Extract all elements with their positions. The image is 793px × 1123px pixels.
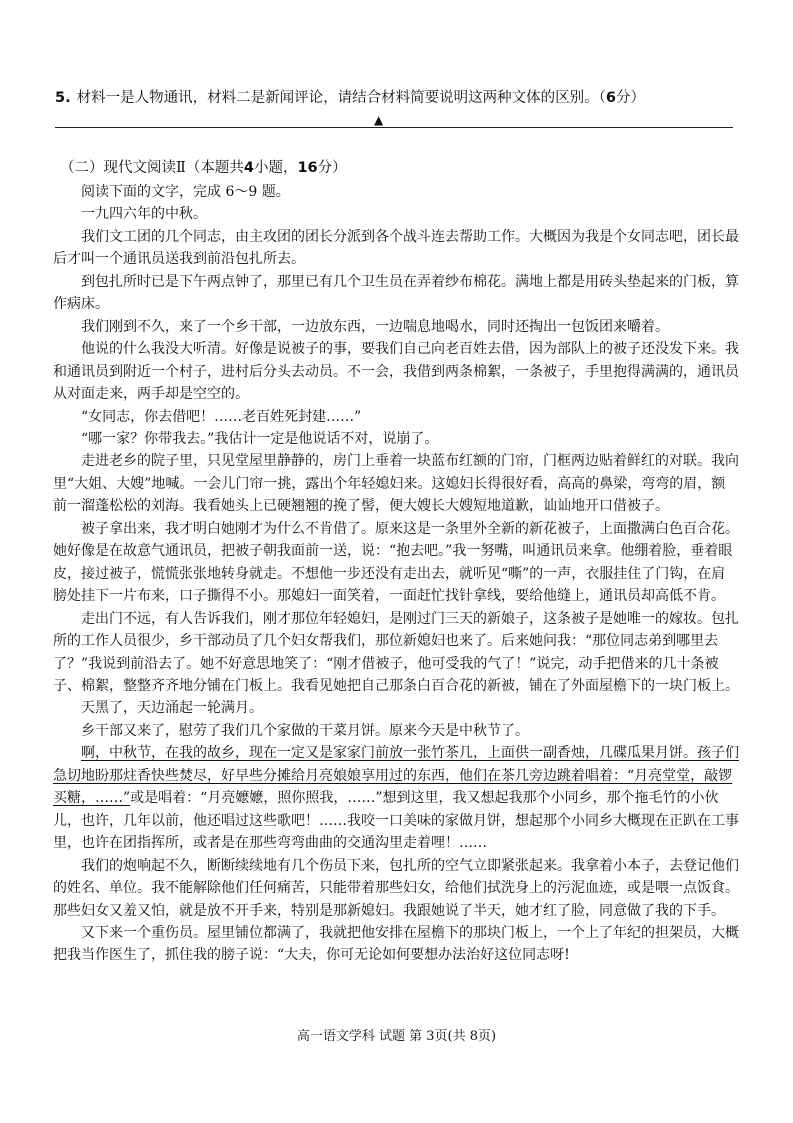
paragraph: 我们文工团的几个同志，由主攻团的团长分派到各个战斗连去帮助工作。大概因为我是个女同志吧，团长最后才叫一个通讯员送我到前沿包扎所去。 — [53, 228, 739, 268]
question-text: 材料一是人物通讯，材料二是新闻评论，请结合材料简要说明这两种文体的区别。（ — [76, 90, 606, 106]
question-number: 5. — [55, 90, 71, 106]
paragraph: 走出门不远，有人告诉我们，刚才那位年轻媳妇，是刚过门三天的新娘子，这条被子是她唯一的嫁妆。包扎所的工作人员很少，乡干部动员了几个妇女帮我们，那位新媳妇也来了。后来她问我：“那位同志弟到哪里去了？”我说到前沿去了。她不好意思地笑了：“刚才借被子，他可受我的气了！”说完，动手把借来的几十条被子、棉絮，整整齐齐地分铺在门板上。我看见她把自己那条白百合花的新被，铺在了外面屋檐下的一块门板上。 — [53, 610, 739, 694]
paragraph: 走进老乡的院子里，只见堂屋里静静的，房门上垂着一块蓝布红额的门帘，门框两边贴着鲜红的对联。我向里“大姐、大嫂”地喊。一会儿门帘一挑，露出个年轻媳妇来。这媳妇长得很好看，高高的鼻梁，弯弯的眉，额前一溜蓬松松的刘海。我看她头上已硬翘翘的挽了髻，便大嫂长大嫂短地道歉，讪讪地开口借被子。 — [53, 453, 739, 515]
paragraph: “哪一家？你带我去。”我估计一定是他说话不对，说崩了。 — [81, 430, 439, 447]
paragraph: “女同志，你去借吧！……老百姓死封建……” — [81, 408, 362, 425]
reading-passage — [53, 181, 739, 967]
question-points: 6 — [605, 90, 616, 106]
page-footer: 高一语文学科 试题 第 3页(共 8页) — [296, 1029, 497, 1044]
paragraph: 又下来一个重伤员。屋里铺位都满了，我就把他安排在屋檐下的那块门板上，一个上了年纪的担架员，大概把我当作医生了，抓住我的膀子说：“大夫，你可无论如何要想办法治好这位同志呀! — [53, 924, 739, 964]
paragraph: 被子拿出来，我才明白她刚才为什么不肯借了。原来这是一条里外全新的新花被子，上面撒满白色百合花。她好像是在故意气通讯员，把被子朝我面前一送，说：“抱去吧。”我一努嘴，叫通讯员来拿。他绷着脸，垂着眼皮，接过被子，慌慌张张地转身就走。不想他一步还没有走出去，就听见“嘶”的一声，衣服挂住了门钩，在肩膀处挂下一片布来，口子撕得不小。那媳妇一面笑着，一面赶忙找针拿线，要给他缝上，通讯员却高低不肯。 — [53, 520, 739, 605]
divider-line — [55, 127, 733, 128]
paragraph-mid-autumn — [53, 742, 739, 854]
paragraph: 我们刚到不久，来了一个乡干部，一边放东西，一边喘息地喝水，同时还掏出一包饭团来嚼着。 — [81, 318, 669, 335]
paragraph: 一九四六年的中秋。 — [81, 206, 207, 223]
answer-triangle-icon: ▲ — [374, 113, 384, 127]
instruction: 阅读下面的文字，完成 6～9 题。 — [81, 184, 290, 200]
paragraph-rest: 或是唱着：“月亮嬷嬷，照你照我，……”想到这里，我又想起我那个小同乡，那个拖毛竹的小伙儿，也许，几年以前，他还唱过这些歌吧！……我咬一口美味的家做月饼，想起那个小同乡大概现在正趴在工事里，也许在团指挥所，或者是在那些弯弯曲曲的交通沟里走着哩！…… — [53, 790, 739, 852]
section-heading: （二）现代文阅读Ⅱ（本题共4小题，16分） — [60, 160, 347, 176]
paragraph: 我们的炮响起不久，断断续续地有几个伤员下来，包扎所的空气立即紧张起来。我拿着小本子，去登记他们的姓名、单位。我不能解除他们任何痛苦，只能带着那些妇女，给他们拭洗身上的污泥血迹，或是喂一点饭食。那些妇女又羞又怕，就是放不开手来，特别是那新媳妇。我跟她说了半天，她才红了脸，同意做了我的下手。 — [53, 857, 739, 919]
question-5 — [55, 88, 745, 108]
paragraph: 天黑了，天边涌起一轮满月。 — [81, 700, 263, 717]
question-tail: 分） — [615, 90, 645, 106]
paragraph: 他说的什么我没大听清。好像是说被子的事，要我们自己向老百姓去借，因为部队上的被子还没发下来。我和通讯员到附近一个村子，进村后分头去动员。不一会，我借到两条棉絮，一条被子，手里抱得满满的，通讯员从对面走来，两手却是空空的。 — [53, 341, 739, 403]
underlined-sentence: 啊，中秋节，在我的故乡，现在一定又是家家门前放一张竹茶几，上面供一副香烛，几碟瓜果月饼。孩子们急切地盼那炷香快些焚尽，好早些分摊给月亮娘娘享用过的东西，他们在茶几旁边跳着唱着：“月亮堂堂，敲锣买糖，……” — [53, 745, 739, 807]
paragraph: 到包扎所时已是下午两点钟了，那里已有几个卫生员在弄着纱布棉花。满地上都是用砖头垫起来的门板，算作病床。 — [53, 273, 739, 313]
paragraph: 乡干部又来了，慰劳了我们几个家做的干菜月饼。原来今天是中秋节了。 — [81, 722, 529, 739]
